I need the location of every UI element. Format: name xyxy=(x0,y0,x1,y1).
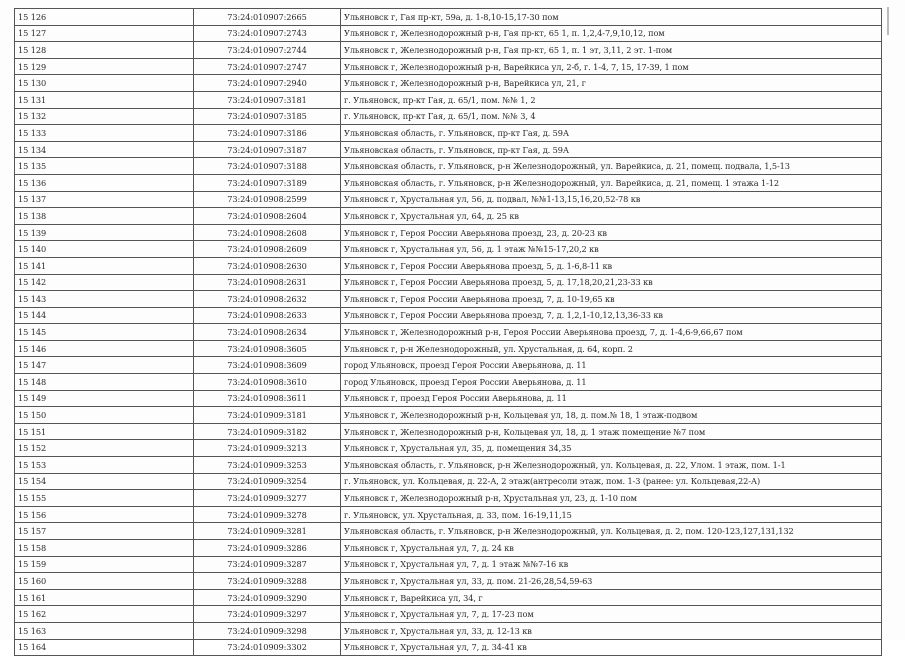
address-cell: Ульяновск г, Хрустальная ул, 64, д. 25 кв xyxy=(341,208,882,225)
row-number-cell: 15 142 xyxy=(15,274,194,291)
table-row xyxy=(15,573,882,590)
row-number-cell: 15 135 xyxy=(15,158,194,175)
row-number-cell: 15 164 xyxy=(15,639,194,656)
row-number-cell: 15 126 xyxy=(15,9,194,26)
address-cell: Ульяновск г, Хрустальная ул, 7, д. 1 этаж №№7-16 кв xyxy=(341,556,882,573)
cadastral-number-cell: 73:24:010908:3610 xyxy=(194,374,341,391)
address-cell: Ульяновская область, г. Ульяновск, р-н Железнодорожный, ул. Кольцевая, д. 22, Улом. 1 этаж, пом. 1-1 xyxy=(341,457,882,474)
address-cell: Ульяновск г, Железнодорожный р-н, Кольцевая ул, 18, д. 1 этаж помещение №7 пом xyxy=(341,423,882,440)
address-cell: Ульяновск г, Героя России Аверьянова проезд, 23, д. 20-23 кв xyxy=(341,224,882,241)
address-cell: город Ульяновск, проезд Героя России Аверьянова, д. 11 xyxy=(341,374,882,391)
table-row xyxy=(15,25,882,42)
cadastral-number-cell: 73:24:010909:3286 xyxy=(194,540,341,557)
cadastral-number-cell: 73:24:010908:2634 xyxy=(194,324,341,341)
row-number-cell: 15 163 xyxy=(15,622,194,639)
cadastral-number-cell: 73:24:010907:2665 xyxy=(194,9,341,26)
table-row xyxy=(15,390,882,407)
cadastral-number-cell: 73:24:010907:3187 xyxy=(194,141,341,158)
cadastral-number-cell: 73:24:010907:3185 xyxy=(194,108,341,125)
row-number-cell: 15 153 xyxy=(15,457,194,474)
address-cell: Ульяновск г, Железнодорожный р-н, Варейкиса ул, 2-б, г. 1-4, 7, 15, 17-39, 1 пом xyxy=(341,58,882,75)
address-cell: Ульяновск г, Железнодорожный р-н, Кольцевая ул, 18, д. пом.№ 18, 1 этаж-подвом xyxy=(341,407,882,424)
cadastral-number-cell: 73:24:010908:2632 xyxy=(194,291,341,308)
table-row xyxy=(15,606,882,623)
address-cell: Ульяновская область, г. Ульяновск, пр-кт Гая, д. 59А xyxy=(341,141,882,158)
cadastral-number-cell: 73:24:010908:2630 xyxy=(194,257,341,274)
cadastral-number-cell: 73:24:010909:3302 xyxy=(194,639,341,656)
address-cell: Ульяновск г, Гая пр-кт, 59а, д. 1-8,10-15,17-30 пом xyxy=(341,9,882,26)
table-row xyxy=(15,208,882,225)
cadastral-number-cell: 73:24:010909:3277 xyxy=(194,490,341,507)
table-row xyxy=(15,324,882,341)
table-row xyxy=(15,291,882,308)
row-number-cell: 15 144 xyxy=(15,307,194,324)
row-number-cell: 15 162 xyxy=(15,606,194,623)
cadastral-number-cell: 73:24:010907:3188 xyxy=(194,158,341,175)
address-cell: Ульяновск г, Железнодорожный р-н, Героя России Аверьянова проезд, 7, д. 1-4,6-9,66,67 пом xyxy=(341,324,882,341)
table-row xyxy=(15,191,882,208)
table-row xyxy=(15,622,882,639)
table-row xyxy=(15,241,882,258)
cadastral-number-cell: 73:24:010908:2604 xyxy=(194,208,341,225)
row-number-cell: 15 151 xyxy=(15,423,194,440)
cadastral-number-cell: 73:24:010909:3253 xyxy=(194,457,341,474)
table-row xyxy=(15,141,882,158)
address-cell: Ульяновская область, г. Ульяновск, р-н Железнодорожный, ул. Варейкиса, д. 21, помещ. подвала, 1,5-13 xyxy=(341,158,882,175)
table-row xyxy=(15,540,882,557)
address-cell: Ульяновск г, Хрустальная ул, 7, д. 17-23 пом xyxy=(341,606,882,623)
address-cell: Ульяновск г, Героя России Аверьянова проезд, 7, д. 1,2,1-10,12,13,36-33 кв xyxy=(341,307,882,324)
table-row xyxy=(15,307,882,324)
address-cell: Ульяновская область, г. Ульяновск, пр-кт Гая, д. 59А xyxy=(341,125,882,142)
row-number-cell: 15 134 xyxy=(15,141,194,158)
row-number-cell: 15 143 xyxy=(15,291,194,308)
address-cell: Ульяновск г, Железнодорожный р-н, Гая пр-кт, 65 1, п. 1 эт, 3,11, 2 эт. 1-пом xyxy=(341,42,882,59)
cadastral-number-cell: 73:24:010909:3281 xyxy=(194,523,341,540)
address-cell: Ульяновск г, Хрустальная ул, 7, д. 24 кв xyxy=(341,540,882,557)
table-row xyxy=(15,108,882,125)
cadastral-number-cell: 73:24:010908:3605 xyxy=(194,340,341,357)
row-number-cell: 15 160 xyxy=(15,573,194,590)
address-cell: Ульяновск г, Хрустальная ул, 7, д. 34-41 кв xyxy=(341,639,882,656)
table-row xyxy=(15,589,882,606)
cadastral-number-cell: 73:24:010908:2608 xyxy=(194,224,341,241)
row-number-cell: 15 152 xyxy=(15,440,194,457)
row-number-cell: 15 158 xyxy=(15,540,194,557)
row-number-cell: 15 156 xyxy=(15,506,194,523)
address-cell: Ульяновск г, Железнодорожный р-н, Гая пр-кт, 65 1, п. 1,2,4-7,9,10,12, пом xyxy=(341,25,882,42)
cadastral-number-cell: 73:24:010908:3611 xyxy=(194,390,341,407)
address-cell: Ульяновск г, проезд Героя России Аверьянова, д. 11 xyxy=(341,390,882,407)
row-number-cell: 15 155 xyxy=(15,490,194,507)
row-number-cell: 15 137 xyxy=(15,191,194,208)
row-number-cell: 15 159 xyxy=(15,556,194,573)
row-number-cell: 15 148 xyxy=(15,374,194,391)
table-row xyxy=(15,257,882,274)
table-row xyxy=(15,58,882,75)
table-row xyxy=(15,75,882,92)
address-cell: Ульяновск г, Железнодорожный р-н, Варейкиса ул, 21, г xyxy=(341,75,882,92)
row-number-cell: 15 139 xyxy=(15,224,194,241)
address-cell: Ульяновск г, Хрустальная ул, 33, д. 12-13 кв xyxy=(341,622,882,639)
table-row xyxy=(15,174,882,191)
table-row xyxy=(15,374,882,391)
cadastral-number-cell: 73:24:010907:2743 xyxy=(194,25,341,42)
table-row xyxy=(15,556,882,573)
row-number-cell: 15 136 xyxy=(15,174,194,191)
row-number-cell: 15 157 xyxy=(15,523,194,540)
cadastral-number-cell: 73:24:010907:2747 xyxy=(194,58,341,75)
row-number-cell: 15 154 xyxy=(15,473,194,490)
address-cell: г. Ульяновск, пр-кт Гая, д. 65/1, пом. №№ 1, 2 xyxy=(341,91,882,108)
row-number-cell: 15 149 xyxy=(15,390,194,407)
cadastral-number-cell: 73:24:010909:3298 xyxy=(194,622,341,639)
row-number-cell: 15 132 xyxy=(15,108,194,125)
row-number-cell: 15 140 xyxy=(15,241,194,258)
cadastral-number-cell: 73:24:010907:3181 xyxy=(194,91,341,108)
table-row xyxy=(15,457,882,474)
table-row xyxy=(15,340,882,357)
property-register-table xyxy=(14,8,882,656)
address-cell: Ульяновск г, р-н Железнодорожный, ул. Хрустальная, д. 64, корп. 2 xyxy=(341,340,882,357)
table-row xyxy=(15,490,882,507)
register-table-body xyxy=(15,9,882,656)
row-number-cell: 15 129 xyxy=(15,58,194,75)
cadastral-number-cell: 73:24:010909:3254 xyxy=(194,473,341,490)
address-cell: Ульяновск г, Хрустальная ул, 33, д. пом. 21-26,28,54,59-63 xyxy=(341,573,882,590)
scan-edge-mark xyxy=(887,7,889,35)
address-cell: Ульяновск г, Хрустальная ул, 35, д. помещения 34,35 xyxy=(341,440,882,457)
address-cell: г. Ульяновск, пр-кт Гая, д. 65/1, пом. №№ 3, 4 xyxy=(341,108,882,125)
address-cell: Ульяновск г, Варейкиса ул, 34, г xyxy=(341,589,882,606)
table-row xyxy=(15,9,882,26)
table-row xyxy=(15,523,882,540)
row-number-cell: 15 133 xyxy=(15,125,194,142)
cadastral-number-cell: 73:24:010909:3288 xyxy=(194,573,341,590)
table-row xyxy=(15,274,882,291)
address-cell: Ульяновская область, г. Ульяновск, р-н Железнодорожный, ул. Варейкиса, д. 21, помещ. 1 этажа 1-12 xyxy=(341,174,882,191)
row-number-cell: 15 150 xyxy=(15,407,194,424)
address-cell: г. Ульяновск, ул. Хрустальная, д. 33, пом. 16-19,11,15 xyxy=(341,506,882,523)
cadastral-number-cell: 73:24:010909:3290 xyxy=(194,589,341,606)
address-cell: город Ульяновск, проезд Героя России Аверьянова, д. 11 xyxy=(341,357,882,374)
table-row xyxy=(15,357,882,374)
address-cell: Ульяновск г, Героя России Аверьянова проезд, 7, д. 10-19,65 кв xyxy=(341,291,882,308)
cadastral-number-cell: 73:24:010909:3287 xyxy=(194,556,341,573)
cadastral-number-cell: 73:24:010909:3181 xyxy=(194,407,341,424)
cadastral-number-cell: 73:24:010908:2633 xyxy=(194,307,341,324)
cadastral-number-cell: 73:24:010908:3609 xyxy=(194,357,341,374)
row-number-cell: 15 161 xyxy=(15,589,194,606)
table-row xyxy=(15,473,882,490)
row-number-cell: 15 138 xyxy=(15,208,194,225)
cadastral-number-cell: 73:24:010908:2631 xyxy=(194,274,341,291)
row-number-cell: 15 131 xyxy=(15,91,194,108)
table-row xyxy=(15,639,882,656)
address-cell: Ульяновск г, Хрустальная ул, 56, д. 1 этаж №№15-17,20,2 кв xyxy=(341,241,882,258)
table-row xyxy=(15,91,882,108)
cadastral-number-cell: 73:24:010909:3278 xyxy=(194,506,341,523)
row-number-cell: 15 145 xyxy=(15,324,194,341)
row-number-cell: 15 147 xyxy=(15,357,194,374)
cadastral-number-cell: 73:24:010908:2599 xyxy=(194,191,341,208)
address-cell: Ульяновск г, Героя России Аверьянова проезд, 5, д. 1-6,8-11 кв xyxy=(341,257,882,274)
address-cell: Ульяновская область, г. Ульяновск, р-н Железнодорожный, ул. Кольцевая, д. 2, пом. 120-123,127,131,132 xyxy=(341,523,882,540)
row-number-cell: 15 146 xyxy=(15,340,194,357)
table-row xyxy=(15,440,882,457)
row-number-cell: 15 128 xyxy=(15,42,194,59)
row-number-cell: 15 130 xyxy=(15,75,194,92)
cadastral-number-cell: 73:24:010909:3182 xyxy=(194,423,341,440)
cadastral-number-cell: 73:24:010907:3186 xyxy=(194,125,341,142)
address-cell: г. Ульяновск, ул. Кольцевая, д. 22-А, 2 этаж(антресоли этаж, пом. 1-3 (ранее: ул. Кольцевая,22-А) xyxy=(341,473,882,490)
row-number-cell: 15 141 xyxy=(15,257,194,274)
row-number-cell: 15 127 xyxy=(15,25,194,42)
cadastral-number-cell: 73:24:010909:3297 xyxy=(194,606,341,623)
cadastral-number-cell: 73:24:010907:2940 xyxy=(194,75,341,92)
table-row xyxy=(15,506,882,523)
cadastral-number-cell: 73:24:010909:3213 xyxy=(194,440,341,457)
cadastral-number-cell: 73:24:010907:2744 xyxy=(194,42,341,59)
address-cell: Ульяновск г, Хрустальная ул, 56, д. подвал, №№1-13,15,16,20,52-78 кв xyxy=(341,191,882,208)
address-cell: Ульяновск г, Железнодорожный р-н, Хрустальная ул, 23, д. 1-10 пом xyxy=(341,490,882,507)
table-row xyxy=(15,125,882,142)
table-row xyxy=(15,407,882,424)
cadastral-number-cell: 73:24:010907:3189 xyxy=(194,174,341,191)
table-row xyxy=(15,42,882,59)
table-row xyxy=(15,158,882,175)
table-row xyxy=(15,423,882,440)
cadastral-number-cell: 73:24:010908:2609 xyxy=(194,241,341,258)
address-cell: Ульяновск г, Героя России Аверьянова проезд, 5, д. 17,18,20,21,23-33 кв xyxy=(341,274,882,291)
table-row xyxy=(15,224,882,241)
